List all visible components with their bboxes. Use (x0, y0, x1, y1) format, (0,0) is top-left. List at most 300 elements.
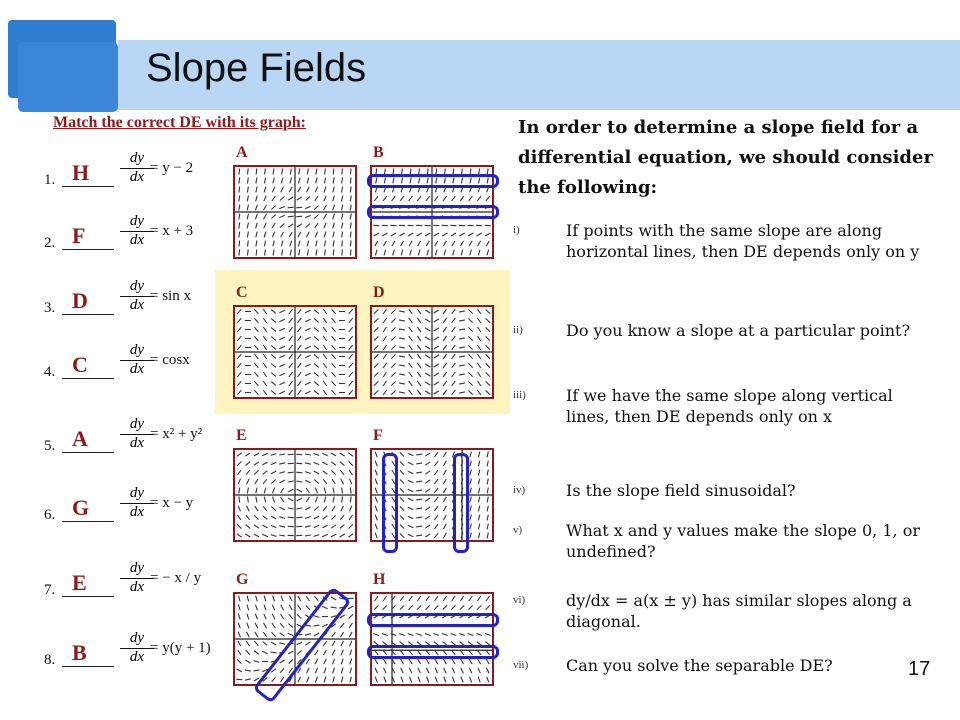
slope-segment (323, 390, 326, 395)
slope-segment (425, 233, 430, 236)
slope-segment (323, 479, 327, 484)
slope-segment (323, 309, 326, 314)
slope-segment (305, 382, 311, 384)
slope-segment (400, 452, 404, 456)
slope-segment (418, 659, 421, 664)
slope-segment (289, 381, 293, 386)
slope-segment (452, 336, 456, 341)
slope-segment (375, 659, 378, 664)
slope-segment (305, 319, 311, 321)
slope-segment (296, 481, 302, 482)
slope-field-graph (233, 165, 357, 259)
slope-segment (477, 605, 481, 609)
slope-segment (314, 525, 320, 527)
slope-segment (434, 346, 439, 349)
slope-segment (375, 515, 377, 521)
slope-segment (314, 480, 319, 484)
slope-segment (374, 372, 378, 376)
slope-segment (279, 382, 285, 384)
slope-segment (279, 526, 285, 527)
slope-segment (305, 391, 311, 393)
slope-segment (271, 328, 276, 332)
slope-segment (340, 623, 344, 627)
slope-segment (470, 461, 472, 467)
slope-segment (350, 641, 352, 647)
slope-segment (279, 472, 285, 474)
slope-segment (237, 461, 241, 465)
slope-segment (264, 187, 266, 193)
slope-segment (459, 356, 465, 357)
slope-segment (416, 526, 422, 527)
slope-segment (325, 169, 326, 175)
slope-segment (391, 363, 395, 367)
graph-label: F (373, 427, 383, 444)
slope-segment (383, 318, 386, 323)
slope-segment (374, 381, 378, 385)
slope-segment (461, 241, 464, 246)
slope-segment (262, 534, 268, 536)
slope-segment (434, 461, 438, 466)
slope-segment (255, 632, 258, 637)
consideration-numeral: vi) (513, 594, 526, 606)
slope-segment (279, 454, 285, 455)
slope-segment (426, 196, 430, 201)
slope-segment (323, 516, 328, 520)
slope-segment (374, 233, 379, 236)
slope-segment (254, 354, 258, 358)
slope-segment (289, 345, 293, 350)
slope-segment (374, 336, 378, 340)
slope-segment (375, 497, 377, 503)
slope-segment (322, 453, 328, 455)
slope-segment (486, 336, 490, 340)
slope-segment (417, 327, 421, 332)
slope-segment (279, 373, 285, 375)
slope-segment (254, 661, 260, 663)
slope-segment (256, 187, 257, 193)
slope-segment (254, 651, 259, 655)
slope-segment (289, 354, 293, 359)
slope-segment (288, 472, 294, 473)
slope-segment (314, 355, 319, 359)
slope-segment (296, 472, 302, 473)
slope-segment (374, 605, 378, 609)
slope-segment (478, 659, 481, 664)
problem-row (0, 560, 230, 610)
consideration-text: If points with the same slope are along horizontal lines, then DE depends only on y (566, 221, 920, 261)
slope-segment (288, 517, 294, 518)
slope-segment (469, 241, 472, 246)
slope-segment (478, 524, 479, 530)
slope-segment (288, 197, 293, 200)
slope-segment (298, 596, 301, 601)
slope-segment (408, 634, 414, 636)
slope-segment (288, 216, 294, 217)
slope-segment (417, 318, 421, 323)
slope-segment (280, 633, 285, 636)
slope-segment (399, 356, 405, 357)
slope-segment (434, 515, 438, 520)
slope-segment (459, 383, 465, 384)
slope-segment (315, 677, 317, 683)
slope-segment (443, 605, 447, 609)
slope-segment (470, 677, 472, 683)
slope-segment (374, 196, 378, 201)
derivative-fraction (120, 416, 154, 452)
slope-segment (239, 196, 240, 202)
slope-segment (391, 233, 396, 236)
slope-segment (296, 517, 302, 518)
slope-segment (288, 624, 293, 628)
equation-rhs: = y(y + 1) (150, 640, 211, 656)
slope-segment (314, 382, 319, 386)
slope-segment (469, 605, 473, 609)
slope-segment (434, 506, 438, 511)
slope-segment (391, 309, 395, 313)
slope-segment (281, 497, 284, 502)
slope-segment (333, 187, 334, 193)
slope-segment (399, 320, 405, 321)
slope-segment (265, 169, 266, 175)
slope-segment (306, 224, 311, 228)
slope-segment (486, 668, 489, 673)
slope-segment (425, 453, 430, 456)
slope-segment (322, 462, 327, 465)
slope-segment (425, 364, 430, 367)
slope-segment (288, 481, 294, 482)
slope-segment (342, 223, 343, 229)
slope-segment (408, 516, 414, 518)
slope-segment (263, 345, 266, 350)
slope-segment (383, 605, 387, 609)
slope-segment (273, 169, 274, 175)
slope-segment (452, 363, 456, 368)
slope-segment (487, 250, 489, 256)
slope-segment (289, 390, 293, 395)
slope-segment (408, 534, 414, 536)
slope-segment (237, 669, 242, 672)
slope-segment (425, 471, 430, 474)
slope-segment (384, 677, 386, 683)
slope-segment (305, 472, 311, 474)
slope-segment (289, 372, 293, 377)
slope-segment (425, 337, 430, 340)
slope-segment (434, 479, 438, 484)
slope-segment (239, 232, 240, 238)
slope-segment (323, 318, 326, 323)
slope-segment (434, 605, 438, 609)
slope-segment (238, 479, 240, 485)
slope-segment (409, 659, 412, 664)
slope-segment (333, 196, 335, 202)
slope-segment (256, 596, 258, 602)
slope-segment (289, 363, 293, 368)
slope-segment (296, 508, 302, 509)
slope-segment (331, 534, 336, 537)
slope-segment (281, 187, 284, 192)
slope-segment (468, 363, 472, 367)
slope-segment (382, 233, 387, 236)
slope-segment (476, 634, 482, 636)
slope-segment (272, 223, 275, 228)
slope-segment (443, 390, 447, 395)
slope-segment (342, 488, 343, 494)
slope-segment (443, 461, 446, 466)
slope-segment (238, 506, 240, 512)
answer-blank (62, 521, 114, 522)
problem-number: 3. (44, 300, 56, 316)
slope-segment (470, 524, 472, 530)
slope-segment (468, 336, 472, 340)
slope-segment (392, 677, 394, 683)
slope-segment (417, 605, 421, 609)
slope-segment (324, 223, 326, 229)
slope-segment (417, 354, 421, 359)
slope-segment (485, 634, 491, 636)
fraction-denominator: dx (129, 297, 145, 313)
slope-segment (271, 319, 276, 323)
slope-segment (297, 614, 301, 618)
slope-segment (298, 318, 302, 323)
slope-segment (324, 241, 325, 247)
slope-segment (383, 336, 386, 341)
slope-segment (254, 345, 258, 349)
slope-segment (271, 471, 276, 474)
equation-rhs: = x − y (150, 495, 194, 511)
slope-segment (452, 318, 456, 323)
slope-segment (374, 390, 378, 394)
slope-segment (341, 668, 343, 674)
slope-segment (452, 372, 456, 377)
slope-segment (279, 517, 285, 519)
slope-segment (271, 535, 277, 537)
slope-segment (323, 336, 326, 341)
slope-segment (375, 596, 378, 601)
slope-segment (392, 196, 396, 201)
slope-segment (271, 355, 276, 359)
equation-rhs: = x² + y² (150, 426, 203, 442)
answer-blank (62, 452, 114, 453)
slope-segment (247, 187, 248, 193)
problem-number: 1. (44, 172, 56, 188)
slope-segment (254, 515, 258, 519)
slope-segment (410, 677, 412, 683)
slope-segment (486, 605, 490, 609)
slope-segment (314, 206, 318, 210)
slope-segment (383, 345, 386, 350)
slope-segment (273, 178, 274, 184)
slope-segment (425, 525, 430, 528)
slope-segment (399, 383, 405, 384)
slope-segment (452, 241, 455, 246)
consideration-text: Is the slope field sinusoidal? (566, 481, 796, 500)
slope-segment (307, 178, 309, 184)
slope-segment (332, 372, 336, 376)
slope-segment (434, 328, 439, 331)
slope-segment (478, 241, 481, 246)
fraction-numerator: dy (120, 485, 154, 504)
slope-segment (333, 223, 335, 229)
slope-segment (349, 390, 353, 395)
slope-segment (426, 596, 429, 601)
answer-letter: F (72, 223, 86, 248)
slope-segment (262, 462, 267, 465)
slope-segment (409, 381, 413, 386)
slope-segment (340, 534, 345, 537)
slope-segment (443, 372, 447, 377)
slope-segment (239, 488, 240, 494)
slope-segment (486, 196, 490, 201)
slope-segment (315, 223, 318, 228)
slope-segment (340, 462, 345, 466)
slope-segment (263, 309, 266, 314)
consideration-numeral: vii) (513, 659, 529, 671)
slope-segment (290, 250, 291, 256)
slope-segment (305, 215, 311, 217)
slope-segment (246, 515, 250, 520)
slope-segment (425, 328, 430, 331)
slope-segment (288, 498, 293, 501)
slope-segment (350, 677, 351, 683)
slope-segment (341, 506, 344, 511)
consideration-text: What x and y values make the slope 0, 1, or undefined? (566, 521, 920, 561)
slope-segment (459, 311, 465, 312)
slope-segment (478, 533, 479, 539)
slope-segment (246, 650, 250, 654)
slope-segment (307, 241, 309, 247)
slope-segment (486, 390, 490, 394)
slope-segment (254, 470, 258, 474)
slope-segment (375, 461, 377, 467)
slope-segment (375, 668, 378, 673)
slope-segment (383, 309, 386, 314)
fraction-numerator: dy (120, 342, 154, 361)
slope-segment (264, 223, 266, 229)
slope-segment (468, 309, 472, 313)
slope-segment (477, 233, 482, 236)
slope-segment (271, 206, 275, 210)
slope-segment (469, 659, 472, 664)
slope-segment (374, 318, 378, 322)
slope-segment (425, 489, 430, 492)
slope-segment (408, 480, 414, 482)
slope-segment (246, 641, 249, 646)
consideration-numeral: v) (513, 524, 523, 536)
slope-segment (477, 596, 480, 601)
slope-segment (400, 506, 404, 510)
slope-segment (279, 310, 285, 312)
slope-segment (399, 329, 405, 330)
slope-segment (333, 668, 335, 674)
slope-segment (323, 641, 327, 646)
slope-segment (478, 345, 481, 350)
slope-segment (425, 498, 430, 501)
fraction-denominator: dx (129, 649, 145, 665)
slope-segment (289, 232, 292, 237)
slope-segment (282, 169, 283, 175)
graph-label: G (236, 571, 249, 588)
slope-segment (459, 347, 465, 348)
slope-segment (425, 373, 430, 376)
answer-letter: B (72, 640, 87, 665)
slope-segment (272, 196, 275, 201)
slope-segment (375, 452, 377, 458)
slope-segment (298, 309, 302, 314)
derivative-fraction (120, 342, 154, 378)
slope-segment (307, 668, 310, 673)
slope-segment (323, 363, 326, 368)
consideration-text: Do you know a slope at a particular point? (566, 321, 911, 340)
slope-segment (340, 515, 344, 520)
slope-segment (305, 206, 311, 208)
slope-segment (305, 526, 311, 527)
slope-segment (384, 250, 386, 256)
slope-segment (478, 461, 479, 467)
slope-segment (237, 345, 241, 350)
slope-segment (417, 233, 422, 236)
equation-rhs: = y − 2 (150, 160, 194, 176)
slope-segment (273, 497, 275, 503)
slope-segment (486, 381, 490, 385)
slope-segment (305, 463, 311, 464)
slope-segment (263, 327, 266, 332)
slope-segment (238, 614, 240, 620)
slope-segment (279, 364, 285, 366)
slope-segment (256, 232, 257, 238)
slope-segment (271, 391, 276, 395)
slope-segment (248, 241, 249, 247)
slope-segment (425, 355, 430, 358)
slope-segment (418, 250, 420, 256)
slope-segment (469, 196, 473, 201)
slope-segment (350, 659, 352, 665)
slope-segment (486, 345, 490, 349)
slope-segment (468, 354, 472, 358)
slope-segment (281, 178, 283, 184)
slope-segment (239, 250, 240, 256)
slope-segment (470, 506, 472, 512)
slope-segment (324, 668, 326, 674)
slope-segment (331, 462, 336, 465)
slope-segment (298, 178, 300, 184)
slope-segment (400, 488, 404, 492)
slope-segment (265, 250, 266, 256)
slope-segment (281, 241, 283, 247)
slope-segment (399, 374, 405, 375)
slope-segment (486, 327, 490, 331)
slope-segment (478, 327, 481, 332)
slope-segment (238, 623, 240, 629)
slope-segment (239, 169, 240, 175)
slope-segment (486, 354, 490, 358)
slope-segment (305, 310, 311, 312)
slope-segment (391, 372, 395, 376)
slope-segment (239, 205, 240, 211)
slope-segment (408, 525, 414, 527)
slope-segment (486, 596, 489, 601)
slope-segment (256, 196, 258, 202)
slope-segment (254, 390, 258, 394)
slope-segment (399, 338, 405, 339)
slope-segment (333, 169, 334, 175)
fraction-denominator: dx (129, 361, 145, 377)
slope-segment (289, 605, 292, 610)
fraction-numerator: dy (120, 150, 154, 169)
slope-segment (452, 327, 456, 332)
slope-segment (460, 605, 464, 609)
slope-segment (408, 471, 414, 473)
match-heading: Match the correct DE with its graph: (53, 114, 306, 131)
